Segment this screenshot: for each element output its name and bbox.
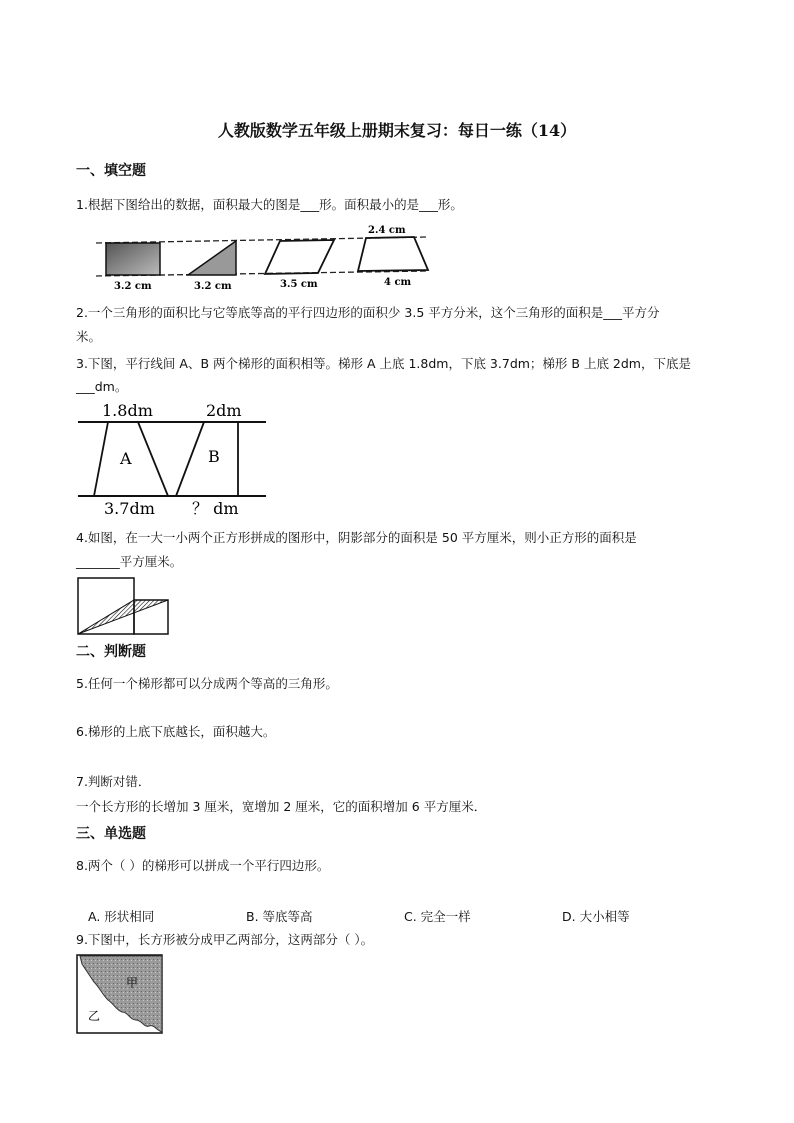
fig3-top-a: 1.8dm [102, 401, 153, 420]
fig9-label-jia: 甲 [126, 976, 139, 990]
question-3-cont: ___dm。 [76, 379, 128, 394]
question-3: 3.下图，平行线间 A、B 两个梯形的面积相等。梯形 A 上底 1.8dm，下底 3.7dm；梯形 B 上底 2dm，下底是 [76, 356, 691, 371]
fig3-bottom-a: 3.7dm [104, 499, 155, 518]
fig3-label-a: A [120, 449, 132, 468]
shaded-triangle [78, 600, 168, 634]
fig9-label-yi: 乙 [88, 1009, 101, 1023]
fig1-label-rect: 3.2 cm [114, 281, 152, 291]
fig1-label-para: 3.5 cm [280, 279, 318, 290]
trapezoid-shape [358, 237, 428, 271]
question-5: 5.任何一个梯形都可以分成两个等高的三角形。 [76, 676, 338, 691]
fig1-label-tri: 3.2 cm [194, 281, 232, 291]
option-c[interactable]: C. 完全一样 [404, 909, 471, 924]
option-b[interactable]: B. 等底等高 [246, 909, 313, 924]
option-a[interactable]: A. 形状相同 [88, 909, 155, 924]
page-title: 人教版数学五年级上册期末复习：每日一练（14） [217, 121, 577, 140]
fig3-top-b: 2dm [206, 401, 242, 420]
question-2: 2.一个三角形的面积比与它等底等高的平行四边形的面积少 3.5 平方分米，这个三角形的面积是___平方分 [76, 305, 660, 320]
figure-3-trapezoids [76, 398, 268, 520]
question-7: 7.判断对错． [76, 774, 151, 789]
figure-9-rectangle [76, 954, 164, 1036]
question-9: 9.下图中，长方形被分成甲乙两部分，这两部分（ ）。 [76, 932, 374, 947]
fig1-label-top: 2.4 cm [368, 225, 406, 236]
figure-4-squares [76, 576, 170, 636]
question-2-cont: 米。 [76, 329, 102, 344]
fig1-label-trap: 4 cm [384, 277, 412, 288]
question-4-cont: _______平方厘米。 [76, 554, 183, 569]
question-8: 8.两个（ ）的梯形可以拼成一个平行四边形。 [76, 858, 330, 873]
question-4: 4.如图，在一大一小两个正方形拼成的图形中，阴影部分的面积是 50 平方厘米，则小正方形的面积是 [76, 530, 637, 545]
section-heading-single-choice: 三、单选题 [76, 826, 146, 842]
section-heading-fill-blank: 一、填空题 [76, 163, 146, 179]
triangle-shape [188, 241, 236, 275]
parallelogram-shape [265, 240, 334, 274]
fig3-label-b: B [208, 447, 220, 466]
rectangle-shape [106, 243, 160, 275]
question-1: 1.根据下图给出的数据，面积最大的图是___形。面积最小的是___形。 [76, 197, 463, 212]
fig3-bottom-b: ？ dm [192, 499, 239, 518]
question-6: 6.梯形的上底下底越长，面积越大。 [76, 724, 276, 739]
question-7-cont: 一个长方形的长增加 3 厘米，宽增加 2 厘米，它的面积增加 6 平方厘米． [76, 799, 487, 814]
option-d[interactable]: D. 大小相等 [562, 909, 630, 924]
figure-1-shapes [90, 221, 440, 291]
section-heading-true-false: 二、判断题 [76, 644, 146, 660]
